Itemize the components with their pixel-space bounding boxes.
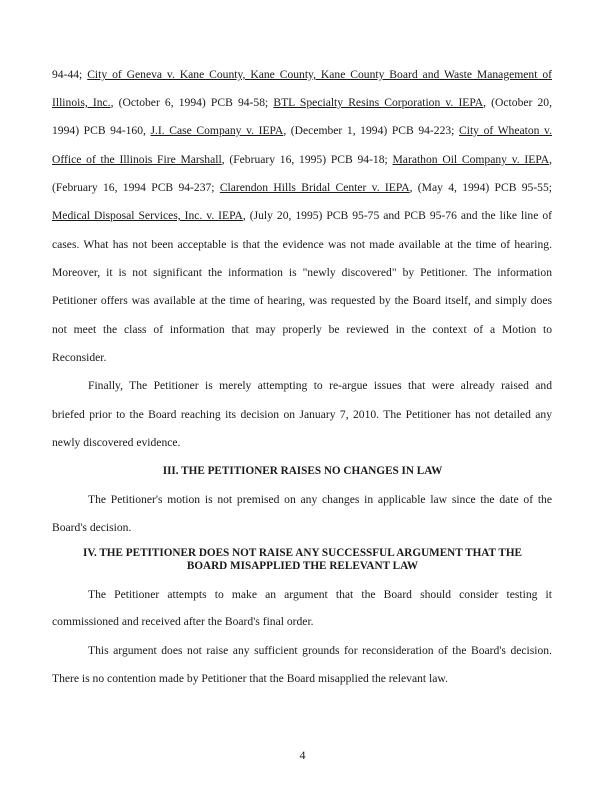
body-line: Medical Disposal Services, Inc. v. IEPA, (July 20, 1995) PCB 95-75 and PCB 95-76 and the like line of xyxy=(52,209,552,222)
paragraph-first-line: This argument does not raise any sufficient grounds for reconsideration of the Board's decision. xyxy=(88,644,552,657)
case-citation: City of Geneva v. Kane County, Kane County, Kane County Board and Waste Management of xyxy=(87,68,552,81)
paragraph-first-line: The Petitioner attempts to make an argument that the Board should consider testing it xyxy=(88,588,552,601)
section-heading-3: III. THE PETITIONER RAISES NO CHANGES IN LAW xyxy=(162,465,443,477)
body-line: newly discovered evidence. xyxy=(52,436,181,449)
page-number: 4 xyxy=(299,748,306,762)
case-citation: Office of the Illinois Fire Marshall xyxy=(52,153,222,166)
body-line: Petitioner offers was available at the time of hearing, was requested by the Board itself, and simply does xyxy=(52,294,552,307)
body-line: Illinois, Inc., (October 6, 1994) PCB 94-58; BTL Specialty Resins Corporation v. IEPA, (October 20, xyxy=(52,96,552,109)
case-citation: Illinois, Inc. xyxy=(52,96,111,109)
case-citation: Medical Disposal Services, Inc. v. IEPA xyxy=(52,209,243,222)
paragraph-first-line: The Petitioner's motion is not premised on any changes in applicable law since the date of the xyxy=(88,493,552,506)
body-line: commissioned and received after the Board's final order. xyxy=(52,615,314,628)
body-line: 1994) PCB 94-160, J.I. Case Company v. IEPA, (December 1, 1994) PCB 94-223; City of Wheaton v. xyxy=(52,124,552,137)
case-citation: Clarendon Hills Bridal Center v. IEPA xyxy=(219,181,410,194)
body-line: (February 16, 1994 PCB 94-237; Clarendon Hills Bridal Center v. IEPA, (May 4, 1994) PCB 95-55; xyxy=(52,181,552,194)
body-line: There is no contention made by Petitioner that the Board misapplied the relevant law. xyxy=(52,672,448,685)
body-line: Office of the Illinois Fire Marshall, (February 16, 1995) PCB 94-18; Marathon Oil Company v. IEPA, xyxy=(52,153,552,166)
section-heading-4-line1: IV. THE PETITIONER DOES NOT RAISE ANY SUCCESSFUL ARGUMENT THAT THE xyxy=(82,547,523,559)
paragraph-first-line: Finally, The Petitioner is merely attempting to re-argue issues that were already raised and xyxy=(88,379,552,392)
body-line: Reconsider. xyxy=(52,351,107,364)
case-citation: Marathon Oil Company v. IEPA xyxy=(392,153,550,166)
body-line: cases. What has not been acceptable is that the evidence was not made available at the time of hearing. xyxy=(52,238,552,251)
case-citation: City of Wheaton v. xyxy=(459,124,552,137)
body-line: not meet the class of information that may properly be reviewed in the context of a Motion to xyxy=(52,323,552,336)
case-citation: BTL Specialty Resins Corporation v. IEPA xyxy=(273,96,484,109)
body-line: 94-44; City of Geneva v. Kane County, Kane County, Kane County Board and Waste Management of xyxy=(52,68,552,81)
case-citation: J.I. Case Company v. IEPA xyxy=(150,124,284,137)
body-line: briefed prior to the Board reaching its decision on January 7, 2010. The Petitioner has not detailed any xyxy=(52,408,552,421)
body-line: Moreover, it is not significant the information is "newly discovered" by Petitioner. The information xyxy=(52,266,552,279)
body-line: Board's decision. xyxy=(52,521,132,534)
section-heading-4-line2: BOARD MISAPPLIED THE RELEVANT LAW xyxy=(186,560,419,572)
